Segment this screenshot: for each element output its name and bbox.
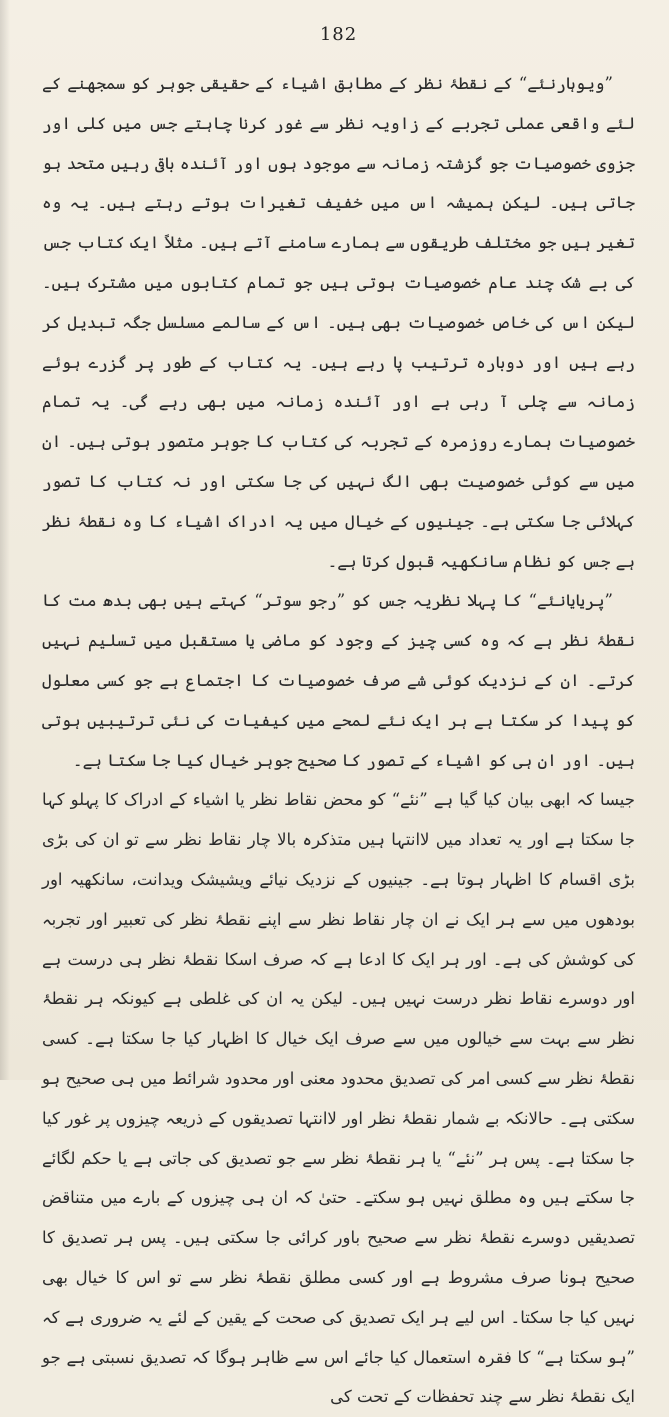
paragraph-3: جیسا کہ ابھی بیان کیا گیا ہے ”نئے“ کو محض نقاط نظر یا اشیاء کے ادراک کا پہلو کہا جا سکتا ہے اور یہ تعداد میں لاانتہا ہیں متذکرہ بالا چار نقاط نظر سے تو ان کی بڑی بڑی اقسام کا اظہار ہوتا ہے۔ جینیوں کے نزدیک نیائے ویشیشک ویدانت، سانکھیہ اور بودھوں میں سے ہر ایک نے ان چار نقاط نظر سے اپنے نقطۂ نظر کی تعبیر اور تجربہ کی کوشش کی ہے۔ اور ہر ایک کا ادعا ہے کہ صرف اسکا نقطۂ نظر ہی درست ہے اور دوسرے نقاط نظر درست نہیں ہیں۔ لیکن یہ ان کی غلطی ہے کیونکہ ہر نقطۂ نظر سے بہت سے خیالوں میں سے صرف ایک خیال کا اظہار کیا جا سکتا ہے۔ کسی نقطۂ نظر سے کسی امر کی تصدیق محدود معنی اور محدود شرائط میں ہی صحیح ہو سکتی ہے۔ حالانکہ بے شمار نقطۂ نظر اور لاانتہا تصدیقوں کے ذریعہ چیزوں پر غور کیا جا سکتا ہے۔ پس ہر ”نئے“ یا ہر نقطۂ نظر سے جو تصدیق کی جاتی ہے یا حکم لگائے جا سکتے ہیں وہ مطلق نہیں ہو سکتے۔ حتیٰ کہ ان ہی چیزوں کے بارے میں متناقض تصدیقیں دوسرے نقطۂ نظر سے صحیح باور کرائی جا سکتی ہیں۔ پس ہر تصدیق کا صحیح ہونا صرف مشروط ہے اور کسی مطلق نقطۂ نظر سے تو اس کا خیال بھی نہیں کیا جا سکتا۔ اس لیے ہر ایک تصدیق کی صحت کے یقین کے لئے یہ ضروری ہے کہ ”ہو سکتا ہے“ کا فقرہ استعمال کیا جائے اس سے ظاہر ہوگا کہ تصدیق نسبتی ہے جو ایک نقطۂ نظر سے چند تحفظات کے تحت کی [42, 790, 635, 1407]
page-edge-shadow [0, 0, 10, 1080]
page-number: 182 [319, 24, 358, 45]
paragraph-1: ”ویوہارنئے“ کے نقطۂ نظر کے مطابق اشیاء کے حقیقی جوہر کو سمجھنے کے لئے واقعی عملی تجربے کے زاویہ نظر سے غور کرنا چاہتے جس میں کلی اور جزوی خصوصیات جو گزشتہ زمانہ سے موجود ہوں اور آئندہ باقی رہیں متحد ہو جاتی ہیں۔ لیکن ہمیشہ اس میں خفیف تغیرات ہوتے رہتے ہیں۔ یہ وہ تغیر ہیں جو مختلف طریقوں سے ہمارے سامنے آتے ہیں۔ مثلاً ایک کتاب جس کی بے شک چند عام خصوصیات ہوتی ہیں جو تمام کتابوں میں مشترک ہیں۔ لیکن اس کی خاص خصوصیات بھی ہیں۔ اس کے سالمے مسلسل جگہ تبدیل کر رہے ہیں اور دوبارہ ترتیب پا رہے ہیں۔ یہ کتاب کے طور پر گزرے ہوئے زمانہ سے چلی آ رہی ہے اور آئندہ زمانہ میں بھی رہے گی۔ یہ تمام خصوصیات ہمارے روزمرہ کے تجربہ کی کتاب کا جوہر متصور ہوتی ہیں۔ ان میں سے کوئی خصوصیت بھی الگ نہیں کی جا سکتی اور نہ کتاب کا تصور کہلائی جا سکتی ہے۔ جینیوں کے خیال میں یہ ادراک اشیاء کا وہ نقطۂ نظر ہے جس کو نظام سانکھیہ قبول کرتا ہے۔ [42, 74, 635, 571]
paragraph-2: ”پریایانئے“ کا پہلا نظریہ جس کو ”رجو سوتر“ کہتے ہیں بھی بدھ مت کا نقطۂ نظر ہے کہ وہ کسی چیز کے وجود کو ماضی یا مستقبل میں تسلیم نہیں کرتے۔ ان کے نزدیک کوئی شے صرف خصوصیات کا اجتماع ہے جو کسی معلول کو پیدا کر سکتا ہے ہر ایک نئے لمحے میں کیفیات کی نئی ترتیبیں ہوتی ہیں۔ اور ان ہی کو اشیاء کے تصور کا صحیح جوہر خیال کیا جا سکتا ہے۔ [42, 591, 635, 770]
body-text [42, 64, 635, 1417]
